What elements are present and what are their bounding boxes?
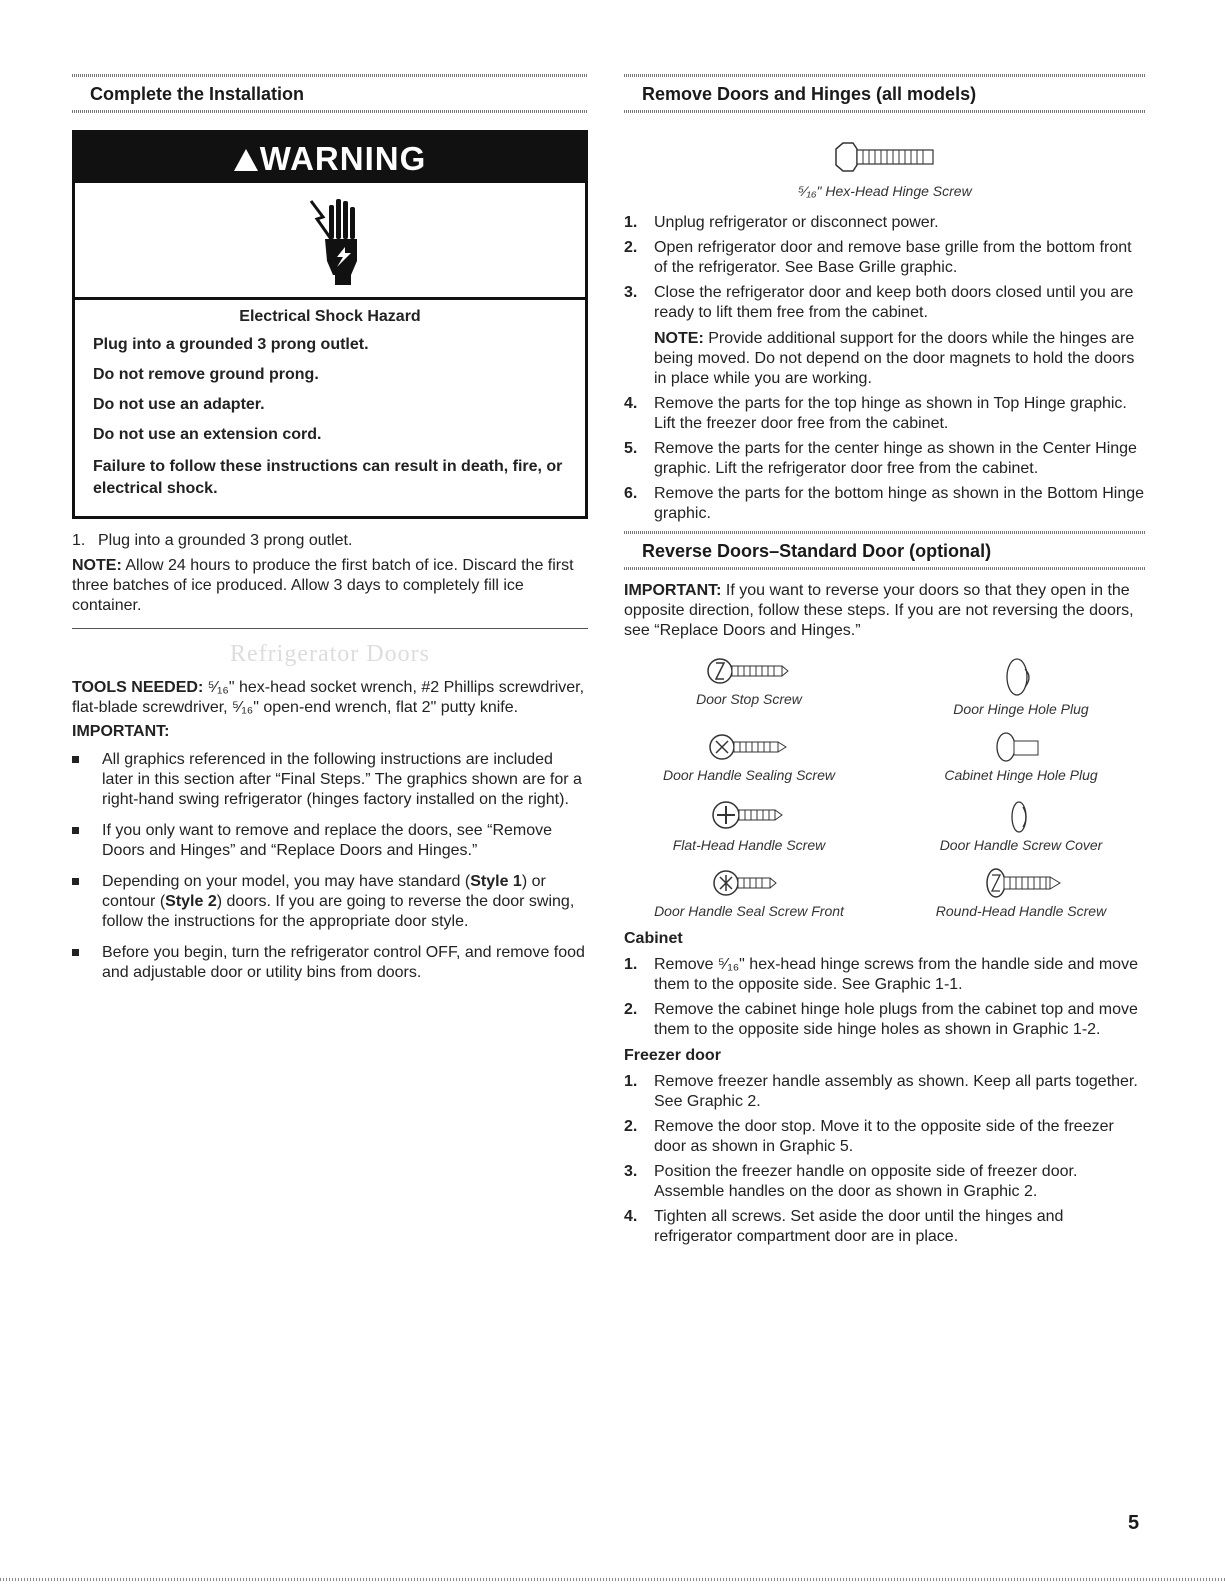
section-title: Remove Doors and Hinges (all models) [642,84,977,104]
left-column [72,72,588,994]
hinge-screw-figure [624,140,1146,199]
reverse-intro [624,581,1146,641]
door-handle-seal-screw-front-icon [704,863,794,903]
list-item: Before you begin, turn the refrigerator control OFF, and remove food and adjustable door or utility bins from doors. [72,943,588,983]
list-item: 1. Remove freezer handle assembly as shown. Keep all parts together. See Graphic 2. [624,1073,1138,1110]
install-steps [72,531,588,616]
doors-intro [72,678,588,983]
reverse-important: IMPORTANT: If you want to reverse your doors so that they open in the opposite direction, follow these steps. If you are not reversing the doors, see “Replace Doors and Hinges.” [624,582,1134,639]
refrigerator-doors-title: Refrigerator Doors [230,641,430,667]
step-note: NOTE: Provide additional support for the doors while the hinges are being moved. Do not depend on the door magnets to hold the doors in place while you are working. [654,330,1135,387]
hex-head-hinge-screw-icon [833,140,937,174]
list-item: 4. Tighten all screws. Set aside the door until the hinges and refrigerator compartment door are in place. [624,1208,1064,1245]
parts-row [624,651,1146,717]
divider [72,628,588,629]
section-title: Reverse Doors–Standard Door (optional) [642,541,992,561]
round-head-handle-screw-icon [976,863,1066,903]
parts-row [624,863,1146,919]
part-cabinet-hinge-hole-plug: Cabinet Hinge Hole Plug [896,727,1146,783]
door-hinge-hole-plug-icon [991,651,1051,701]
list-item: 4. Remove the parts for the top hinge as shown in Top Hinge graphic. Lift the freezer door free from the cabinet. [624,395,1127,432]
important-label: IMPORTANT: [72,723,170,740]
important-bullets [72,750,588,983]
header-rule [624,567,1146,570]
hazard-title: Electrical Shock Hazard [239,308,421,325]
list-item: 1. Plug into a grounded 3 prong outlet. [72,532,353,549]
part-door-stop-screw: Door Stop Screw [624,651,874,717]
shock-hazard-graphic [75,183,585,297]
section-header-complete-installation [72,72,588,118]
bullet-icon [72,949,79,956]
warning-banner-text: WARNING [259,140,427,177]
freezer-door-title: Freezer door [624,1047,721,1064]
remove-steps [624,213,1146,524]
list-item: 6. Remove the parts for the bottom hinge as shown in the Bottom Hinge graphic. [624,485,1145,522]
bullet-icon [72,756,79,763]
flat-head-handle-screw-icon [704,793,794,837]
header-rule [624,531,1146,534]
parts-row [624,793,1146,853]
parts-row [624,727,1146,783]
door-handle-screw-cover-icon [991,793,1051,837]
header-rule [72,110,588,113]
section-header-remove-doors [624,72,1146,118]
bullet-icon [72,878,79,885]
cabinet-title: Cabinet [624,930,683,947]
bottom-rule [0,1578,1225,1581]
list-item: 2. Remove the door stop. Move it to the opposite side of the freezer door as shown in Graphic 5. [624,1118,1114,1155]
list-item: 2. Remove the cabinet hinge hole plugs from the cabinet top and move them to the opposite side hinge holes as shown in Graphic 1-2. [624,1001,1138,1038]
tools-needed: TOOLS NEEDED: ⁵⁄₁₆" hex-head socket wrench, #2 Phillips screwdriver, flat-blade screwdriver, ⁵⁄₁₆" open-end wrench, flat 2" putty knife. [72,679,585,716]
list-item: 2. Open refrigerator door and remove base grille from the bottom front of the refrigerator. See Base Grille graphic. [624,239,1132,276]
part-round-head-handle-screw: Round-Head Handle Screw [896,863,1146,919]
door-handle-sealing-screw-icon [704,727,794,767]
warning-line: Plug into a grounded 3 prong outlet. [93,336,369,353]
list-item: All graphics referenced in the following instructions are included later in this section after “Final Steps.” The graphics shown are for a right-hand swing refrigerator (hinges factory installed on the right). [72,750,588,810]
warning-banner [75,133,585,183]
part-door-handle-seal-screw-front: Door Handle Seal Screw Front [624,863,874,919]
parts-grid [624,651,1146,919]
warning-box [72,130,588,519]
right-column [624,72,1146,1252]
section-header-reverse-doors [624,529,1146,575]
header-rule [72,74,588,77]
warning-line: Do not use an adapter. [93,396,265,413]
header-rule [624,110,1146,113]
bullet-icon [72,827,79,834]
list-item: 1. Remove ⁵⁄₁₆" hex-head hinge screws from the handle side and move them to the opposite side. See Graphic 1-1. [624,956,1138,993]
warning-triangle-icon [234,149,258,171]
list-item: 3. Position the freezer handle on opposite side of freezer door. Assemble handles on the door as shown in Graphic 2. [624,1163,1078,1200]
warning-line: Do not use an extension cord. [93,426,322,443]
part-door-handle-screw-cover: Door Handle Screw Cover [896,793,1146,853]
header-rule [624,74,1146,77]
cabinet-hinge-hole-plug-icon [976,727,1066,767]
list-item: 1. Unplug refrigerator or disconnect power. [624,214,939,231]
list-item: 3. Close the refrigerator door and keep both doors closed until you are ready to lift them free from the cabinet. NOTE: Provide additional support for the doors while the hinges are being moved. Do not depend on the door magnets to hold the doors in place while you are working. [624,283,1146,389]
door-stop-screw-icon [704,651,794,691]
warning-text [75,300,585,516]
install-note: NOTE: Allow 24 hours to produce the first batch of ice. Discard the first three batches of ice produced. Allow 3 days to completely fill ice container. [72,557,574,614]
warning-consequence: Failure to follow these instructions can result in death, fire, or electrical shock. [93,458,563,497]
list-item: If you only want to remove and replace the doors, see “Remove Doors and Hinges” and “Replace Doors and Hinges.” [72,821,588,861]
warning-line: Do not remove ground prong. [93,366,319,383]
hinge-screw-caption: ⁵⁄₁₆" Hex-Head Hinge Screw [798,183,972,199]
part-flat-head-handle-screw: Flat-Head Handle Screw [624,793,874,853]
list-item: 5. Remove the parts for the center hinge as shown in the Center Hinge graphic. Lift the refrigerator door free from the cabinet. [624,440,1137,477]
section-title: Complete the Installation [90,84,305,104]
part-door-hinge-hole-plug: Door Hinge Hole Plug [896,651,1146,717]
cabinet-section [624,929,1146,1247]
part-door-handle-sealing-screw: Door Handle Sealing Screw [624,727,874,783]
list-item: Depending on your model, you may have standard (Style 1) or contour (Style 2) doors. If you are going to reverse the door swing, follow the instructions for the appropriate door style. [72,872,588,932]
electric-shock-hand-icon [307,195,367,287]
page-number: 5 [1128,1512,1140,1534]
